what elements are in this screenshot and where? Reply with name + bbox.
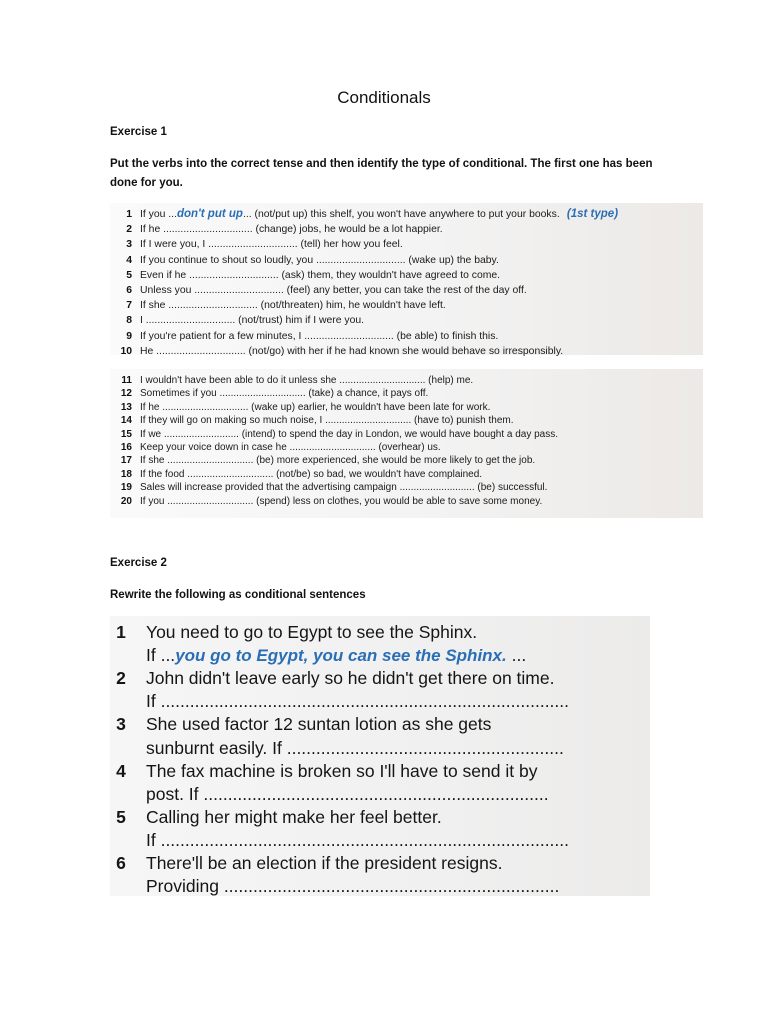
item-text: He ............................... (not/go) with her if he had known she would behave so irresponsibly. <box>140 345 564 357</box>
item-number: 19 <box>120 482 132 494</box>
line-text: sunburnt easily. If ......................................................... <box>146 737 564 758</box>
exercise-1-item <box>110 494 542 509</box>
item-number: 11 <box>121 375 132 386</box>
item-text: Sales will increase provided that the advertising campaign ........................... (be) successful. <box>140 482 548 494</box>
exercise-2-line <box>110 759 537 783</box>
exercise-2-line <box>110 666 554 690</box>
item-text: If you ... <box>140 209 177 220</box>
item-number: 17 <box>120 455 132 467</box>
item-text: If he ............................... (wake up) earlier, he wouldn't have been late for work. <box>140 401 491 413</box>
item-number: 2 <box>116 668 126 689</box>
item-number: 13 <box>120 401 132 413</box>
item-number: 12 <box>120 388 132 400</box>
exercise-2-line <box>110 643 526 667</box>
item-text: Even if he ............................... (ask) them, they wouldn't have agreed to come. <box>140 269 501 281</box>
exercise-1-item <box>110 313 364 328</box>
exercise-2-line <box>110 874 559 898</box>
item-number: 1 <box>126 209 132 220</box>
page-title: Conditionals <box>337 88 431 107</box>
item-text-continued: ... (not/put up) this shelf, you won't have anywhere to put your books. <box>242 209 560 220</box>
item-number: 2 <box>126 224 132 236</box>
item-number: 5 <box>126 269 132 281</box>
item-text: If he ............................... (change) jobs, he would be a lot happier. <box>140 224 443 236</box>
item-text: Unless you ............................... (feel) any better, you can take the rest of the day off. <box>140 285 527 296</box>
item-text: If you're patient for a few minutes, I ............................... (be able) to finish this. <box>140 330 499 342</box>
item-text: I wouldn't have been able to do it unless she ............................... (help) me. <box>140 375 474 386</box>
exercise-2-line <box>110 736 564 760</box>
item-number: 6 <box>126 285 132 296</box>
handwritten-answer: don't put up <box>176 208 243 220</box>
item-text: If they will go on making so much noise, I ............................... (have to) punish them. <box>140 415 514 427</box>
item-number: 10 <box>120 345 132 357</box>
line-text-end: ... <box>506 645 527 666</box>
item-text: Sometimes if you ............................... (take) a chance, it pays off. <box>140 388 429 400</box>
exercise-1-instruction: Put the verbs into the correct tense and then identify the type of conditional. The first one has been done for you. <box>110 158 653 189</box>
exercise-1-item <box>110 222 443 237</box>
handwritten-type: (1st type) <box>563 208 619 220</box>
line-text: You need to go to Egypt to see the Sphinx. <box>146 622 478 642</box>
line-text: If ... <box>146 645 176 666</box>
item-text: If you ............................... (spend) less on clothes, you would be able to save some money. <box>140 495 543 507</box>
exercise-2-line <box>110 620 477 644</box>
item-number: 9 <box>126 330 132 342</box>
exercise-1-heading: Exercise 1 <box>110 126 167 138</box>
item-number: 14 <box>120 415 132 427</box>
exercise-2-line <box>110 689 569 713</box>
exercise-2-line <box>110 712 491 736</box>
exercise-1-item <box>110 329 498 344</box>
exercise-1-item <box>110 298 446 313</box>
exercise-1-item <box>110 253 499 268</box>
line-text: Providing ..................................................................... <box>146 876 560 897</box>
line-text: There'll be an election if the president resigns. <box>146 853 503 873</box>
exercise-2-line <box>110 805 442 829</box>
item-text: If I were you, I ............................... (tell) her how you feel. <box>140 239 403 251</box>
item-number: 3 <box>116 714 126 735</box>
line-text: If .................................................................................... <box>146 691 569 712</box>
exercise-1-item <box>110 268 500 283</box>
item-number: 4 <box>126 254 132 266</box>
exercise-2-heading: Exercise 2 <box>110 557 167 569</box>
line-text: Calling her might make her feel better. <box>146 806 442 827</box>
line-text: John didn't leave early so he didn't get there on time. <box>146 668 555 689</box>
item-number: 8 <box>126 315 132 327</box>
exercise-2-scan <box>110 616 650 896</box>
item-text: If she ............................... (be) more experienced, she would be more likely to get the job. <box>140 455 536 467</box>
exercise-2-line <box>110 851 502 875</box>
item-number: 1 <box>116 622 126 642</box>
item-text: If she ............................... (not/threaten) him, he wouldn't have left. <box>140 300 446 312</box>
exercise-1-item <box>110 207 618 222</box>
exercise-1-scan <box>110 203 703 518</box>
item-number: 18 <box>120 468 132 480</box>
item-number: 5 <box>116 806 126 827</box>
item-number: 6 <box>116 853 126 873</box>
item-number: 7 <box>126 300 132 312</box>
item-text: If the food ............................... (not/be) so bad, we wouldn't have complained. <box>140 468 483 480</box>
line-text: She used factor 12 suntan lotion as she gets <box>146 714 492 735</box>
item-text: Keep your voice down in case he ............................... (overhear) us. <box>140 442 441 453</box>
item-number: 4 <box>116 760 126 781</box>
line-text: post. If ....................................................................... <box>146 783 549 804</box>
exercise-2-line <box>110 782 549 806</box>
item-number: 16 <box>120 442 132 453</box>
exercise-1-item <box>110 344 563 359</box>
exercise-2-instruction: Rewrite the following as conditional sentences <box>110 589 366 601</box>
item-number: 20 <box>120 495 132 507</box>
line-text: If .................................................................................... <box>146 829 569 850</box>
exercise-1-item <box>110 283 527 298</box>
item-text: If we ........................... (intend) to spend the day in London, we would have bought a day pass. <box>140 428 559 440</box>
item-number: 15 <box>120 428 132 440</box>
item-text: I ............................... (not/trust) him if I were you. <box>140 315 365 327</box>
item-number: 3 <box>126 239 132 251</box>
line-text: The fax machine is broken so I'll have to send it by <box>146 760 538 781</box>
handwritten-answer: you go to Egypt, you can see the Sphinx. <box>175 646 507 666</box>
exercise-2-line <box>110 828 569 852</box>
exercise-1-item <box>110 237 403 252</box>
item-text: If you continue to shout so loudly, you ............................... (wake up) the baby. <box>140 254 499 266</box>
